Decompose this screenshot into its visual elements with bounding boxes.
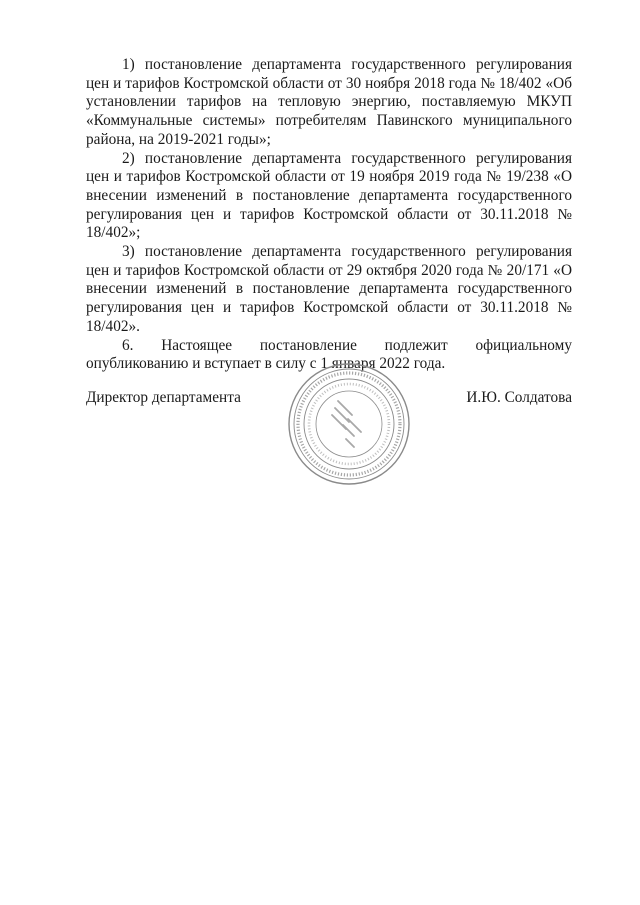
paragraph-item-1: 1) постановление департамента государственного регулирования цен и тарифов Костромской области от 30 ноября 2018 года № 18/402 «Об установлении тарифов на тепловую энергию, поставляемую МКУП «Коммунальные системы» потребителям Павинского муниципального района, на 2019-2021 годы»; xyxy=(86,56,572,148)
official-seal-icon xyxy=(286,361,412,487)
paragraph-item-3: 3) постановление департамента государственного регулирования цен и тарифов Костромской области от 29 октября 2020 года № 20/171 «О внесении изменений в постановление департамента государственного регулирования цен и тарифов Костромской области от 30.11.2018 № 18/402». xyxy=(86,243,572,335)
document-body xyxy=(86,56,572,374)
paragraph-item-2: 2) постановление департамента государственного регулирования цен и тарифов Костромской области от 19 ноября 2019 года № 19/238 «О внесении изменений в постановление департамента государственного регулирования цен и тарифов Костромской области от 30.11.2018 № 18/402»; xyxy=(86,149,572,242)
signature-block xyxy=(86,381,572,491)
signatory-position: Директор департамента xyxy=(86,389,241,406)
signatory-name: И.Ю. Солдатова xyxy=(466,389,572,406)
paragraph-item-6: 6. Настоящее постановление подлежит официальному опубликованию и вступает в силу с 1 января 2022 года. xyxy=(86,336,572,373)
